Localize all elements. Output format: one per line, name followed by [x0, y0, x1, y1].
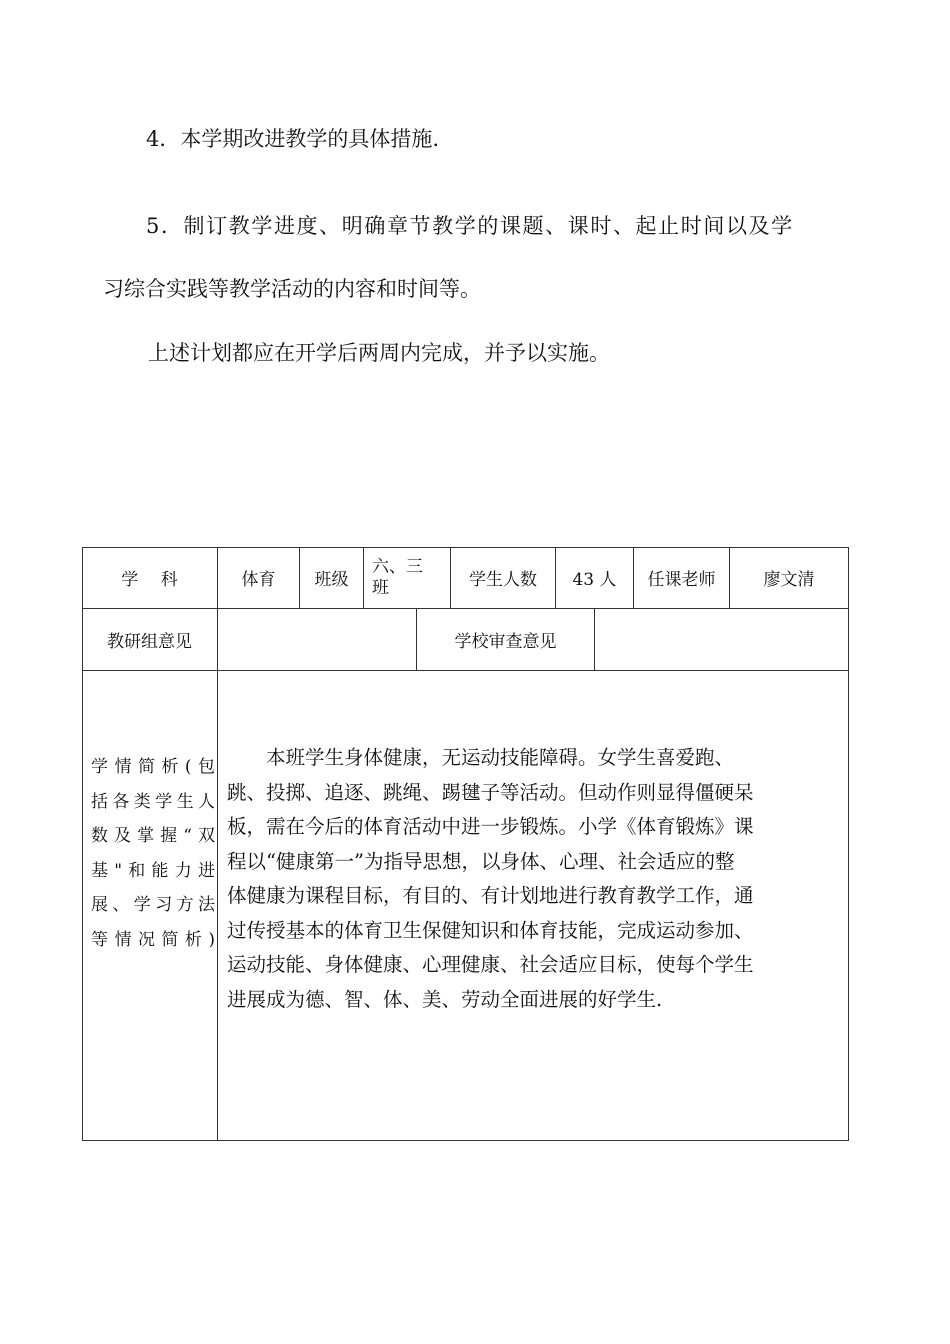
table-border-bottom: [82, 1140, 849, 1141]
research-group-label: 教研组意见: [107, 632, 192, 652]
content-line: 进展成为德、智、体、美、劳动全面进展的好学生.: [227, 987, 663, 1011]
label-line: 等情况简析): [91, 929, 215, 950]
row1-divider: [363, 547, 364, 608]
content-line: 跳、投掷、追逐、跳绳、踢毽子等活动。但动作则显得僵硬呆: [227, 780, 754, 804]
subject-label: 学 科: [121, 570, 178, 590]
class-value-line2: 班: [372, 577, 389, 598]
label-line: 数及掌握“双: [91, 826, 215, 846]
content-line: 板，需在今后的体育活动中进一步锻炼。小学《体育锻炼》课: [227, 815, 754, 838]
content-line: 过传授基本的体育卫生保健知识和体育技能，完成运动参加、: [227, 918, 754, 942]
content-line: 运动技能、身体健康、心理健康、社会适应目标，使每个学生: [227, 953, 754, 976]
content-line: 程以“健康第一”为指导思想，以身体、心理、社会适应的整: [227, 849, 735, 873]
table-border-right: [848, 547, 849, 1141]
students-label: 学生人数: [469, 570, 537, 590]
teacher-value: 廖文清: [763, 570, 815, 590]
school-review-label: 学校审查意见: [454, 632, 557, 652]
content-line: 本班学生身体健康，无运动技能障碍。女学生喜爱跑、: [227, 746, 735, 769]
class-value-line1: 六、三: [372, 556, 423, 577]
subject-value: 体育: [241, 570, 276, 590]
students-value: 43 人: [572, 570, 617, 590]
table-rule-row2: [82, 670, 849, 671]
label-line: 括各类学生人: [91, 791, 215, 812]
school-review-opinion: [595, 609, 848, 670]
student-analysis-content: [227, 741, 832, 1017]
content-line: 体健康为课程目标，有目的、有计划地进行教育教学工作，通: [227, 884, 754, 907]
label-line: 展、学习方法: [91, 895, 215, 915]
measures-item-4: 4．本学期改进教学的具体措施.: [146, 127, 440, 151]
schedule-item-5-line1: 5．制订教学进度、明确章节教学的课题、课时、起止时间以及学: [146, 214, 794, 238]
class-value: [372, 547, 450, 608]
label-line: 学情简析(包: [91, 757, 215, 777]
teacher-label: 任课老师: [647, 570, 716, 590]
closing-paragraph: 上述计划都应在开学后两周内完成，并予以实施。: [148, 341, 610, 365]
class-label: 班级: [314, 570, 349, 590]
label-line: 基"和能力进: [91, 860, 215, 881]
research-group-opinion: [218, 609, 416, 670]
schedule-item-5-line2: 习综合实践等教学活动的内容和时间等。: [103, 277, 481, 301]
student-analysis-label: [91, 750, 215, 957]
